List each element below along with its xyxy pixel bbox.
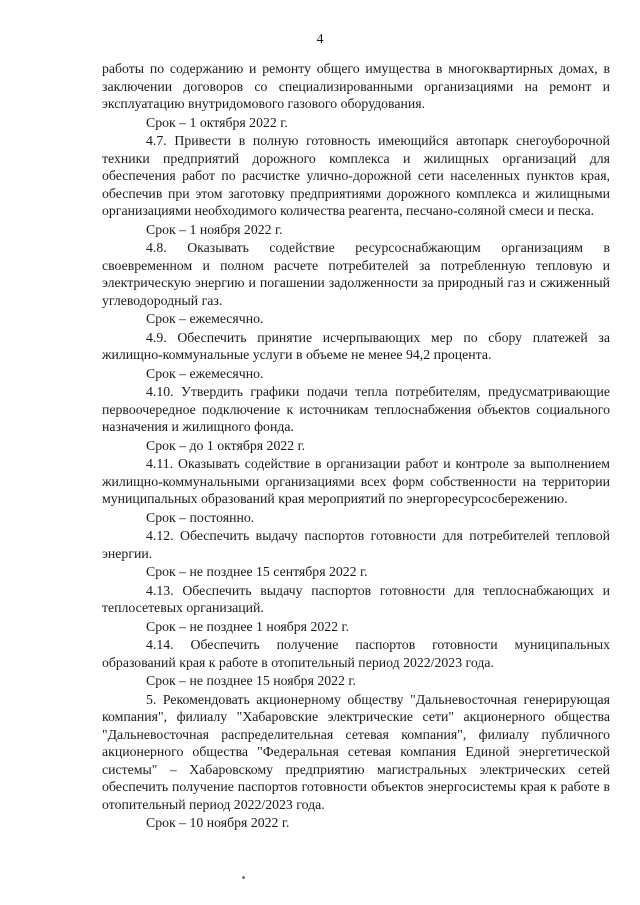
body-paragraph: 4.7. Привести в полную готовность имеющийся автопарк снегоуборочной техники предприятий дорожного комплекса и жилищных организаций для обеспечения работ по расчистке улично-дорожной сети населенных пунктов края, обеспечив при этом заготовку предприятиями дорожного комплекса и жилищными организациями необходимого количества реагента, песчано-соляной смеси и песка. — [102, 133, 610, 218]
body-paragraph: 4.12. Обеспечить выдачу паспортов готовности для потребителей тепловой энергии. — [102, 528, 610, 561]
body-paragraph: работы по содержанию и ремонту общего имущества в многоквартирных домах, в заключении договоров со специализированными организациями на ремонт и эксплуатацию внутридомового газового оборудования. — [102, 61, 610, 111]
page-number: 4 — [316, 32, 324, 47]
document-body — [102, 60, 610, 833]
deadline-line: Срок – ежемесячно. — [146, 365, 264, 381]
deadline-line: Срок – до 1 октября 2022 г. — [146, 437, 306, 453]
deadline-line: Срок – ежемесячно. — [146, 311, 264, 326]
deadline-line: Срок – не позднее 15 ноября 2022 г. — [146, 673, 356, 688]
deadline-line: Срок – 1 октября 2022 г. — [146, 114, 288, 130]
body-paragraph: 4.9. Обеспечить принятие исчерпывающих мер по сбору платежей за жилищно-коммунальные услуги в объеме не менее 94,2 процента. — [102, 329, 610, 362]
deadline-line: Срок – постоянно. — [146, 509, 255, 525]
body-paragraph: 5. Рекомендовать акционерному обществу "Дальневосточная генерирующая компания", филиалу "Хабаровские электрические сети" акционерного общества "Дальневосточная распределительная сетевая компания", филиалу публичного акционерного общества "Федеральная сетевая компания Единой энергетической системы" – Хабаровскому предприятию магистральных электрических сетей обеспечить получение паспортов готовности объектов энергосистемы края к работе в отопительный период 2022/2023 года. — [102, 691, 610, 812]
body-paragraph: 4.8. Оказывать содействие ресурсоснабжающим организациям в своевременном и полном расчете потребителей за потребленную тепловую и электрическую энергию и погашении задолженности за природный газ и сжиженный углеводородный газ. — [102, 240, 610, 308]
body-paragraph: 4.11. Оказывать содействие в организации работ и контроле за выполнением жилищно-коммунальными организациями всех форм собственности на территории муниципальных образований края мероприятий по энергоресурсосбережению. — [102, 456, 610, 506]
deadline-line: Срок – 10 ноября 2022 г. — [146, 815, 290, 830]
deadline-line: Срок – не позднее 15 сентября 2022 г. — [146, 564, 368, 579]
deadline-line: Срок – не позднее 1 ноября 2022 г. — [146, 618, 350, 634]
deadline-line: Срок – 1 ноября 2022 г. — [146, 221, 283, 237]
body-paragraph: 4.10. Утвердить графики подачи тепла потребителям, предусматривающие первоочередное подключение к источникам теплоснабжения объектов социального назначения и жилищного фонда. — [102, 384, 610, 434]
body-paragraph: 4.14. Обеспечить получение паспортов готовности муниципальных образований края к работе в отопительный период 2022/2023 года. — [102, 637, 610, 670]
scan-speck — [242, 876, 245, 879]
body-paragraph: 4.13. Обеспечить выдачу паспортов готовности для теплоснабжающих и теплосетевых организаций. — [102, 582, 610, 615]
